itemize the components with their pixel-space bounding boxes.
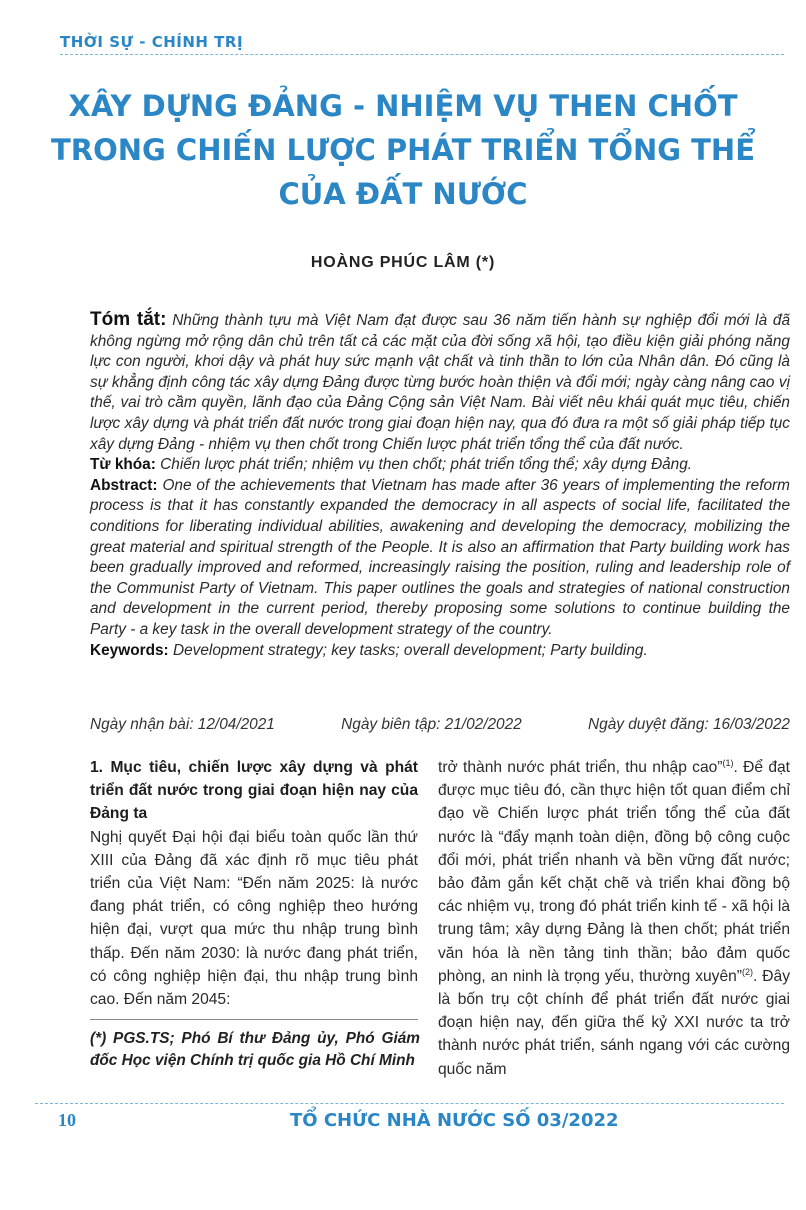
publication-dates bbox=[90, 716, 790, 734]
section-tag: THỜI SỰ - CHÍNH TRỊ bbox=[60, 33, 244, 51]
section-heading: 1. Mục tiêu, chiến lược xây dựng và phát triển đất nước trong giai đoạn hiện nay của Đảng ta bbox=[90, 759, 418, 823]
keywords-vi-label: Từ khóa: bbox=[90, 456, 156, 474]
abstract-label: Abstract: bbox=[90, 476, 158, 494]
reference-1: (1) bbox=[722, 757, 734, 768]
title-line-1: XÂY DỰNG ĐẢNG - NHIỆM VỤ THEN CHỐT bbox=[68, 89, 738, 123]
journal-issue: TỔ CHỨC NHÀ NƯỚC SỐ 03/2022 bbox=[290, 1110, 619, 1131]
left-body-paragraph: Nghị quyết Đại hội đại biểu toàn quốc lần thứ XIII của Đảng đã xác định rõ mục tiêu phát triển của Việt Nam: “Đến năm 2025: là nước đang phát triển, có công nghiệp theo hướng hiện đại, vượt qua mức thu nhập trung bình thấp. Đến năm 2030: là nước đang phát triển, có công nghiệp hiện đại, thu nhập trung bình cao. Đến năm 2045: bbox=[90, 828, 418, 1009]
summary-paragraph bbox=[90, 310, 790, 455]
keywords-en-label: Keywords: bbox=[90, 641, 169, 659]
abstract-paragraph bbox=[90, 476, 790, 641]
page-number: 10 bbox=[58, 1110, 76, 1130]
author-name: HOÀNG PHÚC LÂM (*) bbox=[310, 254, 496, 271]
keywords-vi-paragraph bbox=[90, 455, 790, 476]
summary-label: Tóm tắt: bbox=[90, 309, 167, 330]
right-text-part-1: trở thành nước phát triển, thu nhập cao” bbox=[438, 759, 723, 776]
author-footnote: (*) PGS.TS; Phó Bí thư Đảng ủy, Phó Giám đốc Học viện Chính trị quốc gia Hồ Chí Minh bbox=[90, 1030, 420, 1069]
date-edited: Ngày biên tập: 21/02/2022 bbox=[341, 716, 522, 733]
right-text-part-2: . Để đạt được mục tiêu đó, cần thực hiện tốt quan điểm chỉ đạo về Chiến lược phát triển tổng thể của đất nước là “đẩy mạnh toàn diện, đồng bộ công cuộc đổi mới, phát triển nhanh và bền vững đất nước; bảo đảm gắn kết chặt chẽ và triển khai đồng bộ các nhiệm vụ, trong đó phát triển kinh tế - xã hội là trung tâm; xây dựng Đảng là then chốt; phát triển văn hóa là nền tảng tinh thần; bảo đảm quốc phòng, an ninh là trọng yếu, thường xuyên” bbox=[438, 759, 790, 985]
title-line-2: TRONG CHIẾN LƯỢC PHÁT TRIỂN TỔNG THỂ bbox=[50, 133, 755, 167]
keywords-en-text: Development strategy; key tasks; overall development; Party building. bbox=[172, 641, 648, 659]
footnote-divider bbox=[90, 1019, 418, 1020]
date-received: Ngày nhận bài: 12/04/2021 bbox=[90, 716, 275, 733]
header-divider bbox=[60, 54, 784, 55]
reference-2: (2) bbox=[742, 966, 753, 977]
right-column bbox=[438, 756, 790, 1081]
summary-text: Những thành tựu mà Việt Nam đạt được sau 36 năm tiến hành sự nghiệp đổi mới là đã không ngừng mở rộng dân chủ trên tất cả các mặt của đời sống xã hội, tạo điều kiện giải phóng năng lực con người, khơi dậy và phát huy sức mạnh vật chất và tinh thần to lớn của Nhân dân. Đó cũng là sự khẳng định công tác xây dựng Đảng được từng bước hoàn thiện và đổi mới; ngày càng nâng cao vị thế, vai trò cầm quyền, lãnh đạo của Đảng Cộng sản Việt Nam. Bài viết nêu khái quát mục tiêu, chiến lược xây dựng và phát triển đất nước trong giai đoạn hiện nay, qua đó đưa ra một số giải pháp tiếp tục xây dựng Đảng - nhiệm vụ then chốt trong Chiến lược phát triển tổng thể của đất nước. bbox=[90, 312, 791, 453]
left-column bbox=[90, 756, 418, 1011]
right-text-part-3: . Đây là bốn trụ cột chính để phát triển đất nước giai đoạn hiện nay, đến giữa thế kỷ XXI nước ta trở thành nước phát triển, sánh ngang với các cường quốc năm bbox=[438, 967, 790, 1078]
abstract-block bbox=[90, 310, 790, 661]
abstract-text: One of the achievements that Vietnam has made after 36 years of implementing the reform process is that it has constantly expanded the democracy in all aspects of social life, facilitated the conditions for liberating individual abilities, awakening and developing the democracy, mobilizing the great material and spiritual strength of the People. It is also an affirmation that Party building work has been gradually improved and reformed, increasingly raising the position, ruling and leadership role of the Communist Party of Vietnam. This paper outlines the goals and strategies of national construction and development in the current period, thereby proposing some solutions to continue building the Party - a key task in the overall development strategy of the country. bbox=[90, 476, 791, 638]
article-title bbox=[40, 84, 766, 216]
date-approved: Ngày duyệt đăng: 16/03/2022 bbox=[588, 716, 790, 733]
keywords-en-paragraph bbox=[90, 641, 790, 662]
right-body-paragraph bbox=[438, 756, 790, 1081]
keywords-vi-text: Chiến lược phát triển; nhiệm vụ then chốt; phát triển tổng thể; xây dựng Đảng. bbox=[160, 456, 693, 474]
title-line-3: CỦA ĐẤT NƯỚC bbox=[278, 177, 528, 211]
footer-divider bbox=[35, 1103, 784, 1104]
